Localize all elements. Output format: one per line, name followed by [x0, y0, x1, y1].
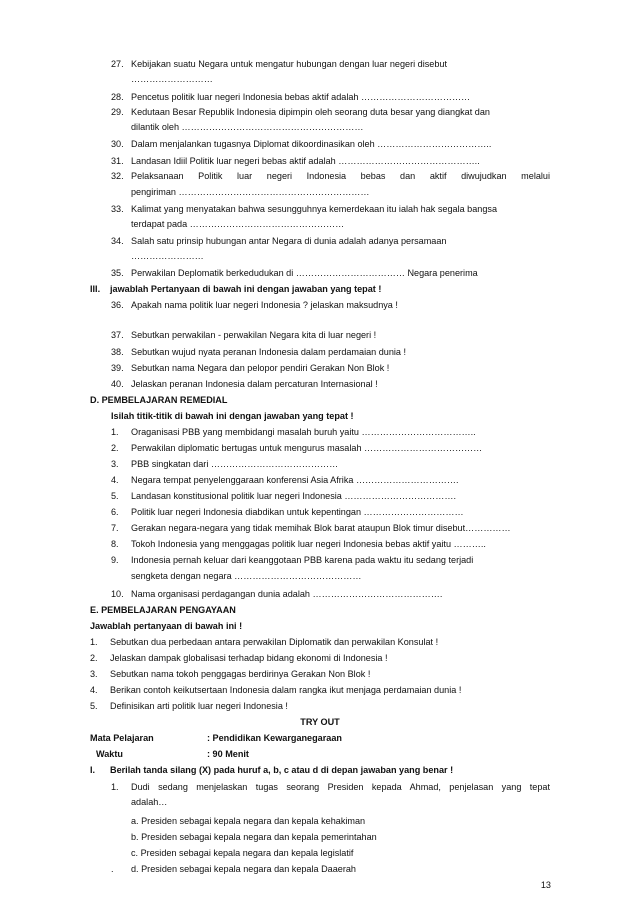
- remedial-item-9: 9. Indonesia pernah keluar dari keanggotaan PBB karena pada waktu itu sedang terjadi: [111, 555, 474, 565]
- section-e-heading: E. PEMBELAJARAN PENGAYAAN: [90, 605, 236, 615]
- answer-blank-27: ………………………: [131, 74, 213, 84]
- tryout-title: TRY OUT: [300, 717, 340, 727]
- question-27: 27. Kebijakan suatu Negara untuk mengatur hubungan dengan luar negeri disebut: [111, 59, 447, 69]
- question-35: 35. Perwakilan Deplomatik berkedudukan di ……………………………… Negara penerima: [111, 268, 478, 278]
- enrichment-item-4: 4. Berikan contoh keikutsertaan Indonesia dalam rangka ikut menjaga perdamaian dunia !: [90, 685, 462, 695]
- question-37: 37. Sebutkan perwakilan - perwakilan Negara kita di luar negeri !: [111, 330, 377, 340]
- remedial-item-6: 6. Politik luar negeri Indonesia diabdikan untuk kepentingan ……………………………: [111, 507, 464, 517]
- remedial-item-8: 8. Tokoh Indonesia yang menggagas politik luar negeri Indonesia bebas aktif yaitu ………..: [111, 539, 486, 549]
- answer-blank-34: ……………………: [131, 251, 204, 261]
- question-39: 39. Sebutkan nama Negara dan pelopor pendiri Gerakan Non Blok !: [111, 363, 390, 373]
- section-e-instruction: Jawablah pertanyaan di bawah ini !: [90, 621, 243, 631]
- remedial-item-10: 10. Nama organisasi perdagangan dunia adalah …………………………………….: [111, 589, 443, 599]
- option-b: b. Presiden sebagai kepala negara dan kepala pemerintahan: [131, 832, 377, 842]
- remedial-item-3: 3. PBB singkatan dari ……………………………………: [111, 459, 339, 469]
- time-row: Waktu : 90 Menit: [96, 749, 249, 759]
- question-33: 33. Kalimat yang menyatakan bahwa sesungguhnya kemerdekaan itu ialah hak segala bangsa: [111, 204, 498, 214]
- remedial-item-4: 4. Negara tempat penyelenggaraan konferensi Asia Afrika …………………………….: [111, 475, 459, 485]
- remedial-item-5: 5. Landasan konstitusional politik luar negeri Indonesia ……………………………….: [111, 491, 456, 501]
- question-29-continuation: dilantik oleh ……………………………………………………: [131, 122, 364, 132]
- question-33-continuation: terdapat pada ……………………………………………: [131, 219, 345, 229]
- question-38: 38. Sebutkan wujud nyata peranan Indonesia dalam perdamaian dunia !: [111, 347, 407, 357]
- subject-row: Mata Pelajaran : Pendidikan Kewarganegaraan: [90, 733, 342, 743]
- tryout-instruction: I. Berilah tanda silang (X) pada huruf a, b, c atau d di depan jawaban yang benar !: [90, 765, 454, 775]
- question-32: 32. Pelaksanaan Politik luar negeri Indonesia bebas dan aktif diwujudkan melalui: [111, 171, 550, 181]
- question-32-continuation: pengiriman ………………………………………………………: [131, 187, 370, 197]
- remedial-item-7: 7. Gerakan negara-negara yang tidak memihak Blok barat ataupun Blok timur disebut……………: [111, 523, 511, 533]
- enrichment-item-2: 2. Jelaskan dampak globalisasi terhadap bidang ekonomi di Indonesia !: [90, 653, 388, 663]
- question-30: 30. Dalam menjalankan tugasnya Diplomat dikoordinasikan oleh ………………………………..: [111, 139, 492, 149]
- enrichment-item-1: 1. Sebutkan dua perbedaan antara perwakilan Diplomatik dan perwakilan Konsulat !: [90, 637, 439, 647]
- page-number: 13: [540, 880, 551, 890]
- enrichment-item-3: 3. Sebutkan nama tokoh penggagas berdirinya Gerakan Non Blok !: [90, 669, 371, 679]
- question-36: 36. Apakah nama politik luar negeri Indonesia ? jelaskan maksudnya !: [111, 300, 398, 310]
- tryout-question-1: 1. Dudi sedang menjelaskan tugas seorang Presiden kepada Ahmad, penjelasan yang tepat: [111, 782, 550, 792]
- question-28: 28. Pencetus politik luar negeri Indonesia bebas aktif adalah ………………………………: [111, 92, 471, 102]
- enrichment-item-5: 5. Definisikan arti politik luar negeri Indonesia !: [90, 701, 288, 711]
- question-31: 31. Landasan Idiil Politik luar negeri bebas aktif adalah ………………………………………..: [111, 156, 480, 166]
- section-iii-heading: III. jawablah Pertanyaan di bawah ini dengan jawaban yang tepat !: [90, 284, 382, 294]
- remedial-item-9-continuation: sengketa dengan negara ……………………………………: [131, 571, 362, 581]
- option-d: . d. Presiden sebagai kepala negara dan kepala Daaerah: [111, 864, 356, 874]
- tryout-question-1-continuation: adalah…: [131, 797, 168, 807]
- remedial-item-2: 2. Perwakilan diplomatic bertugas untuk mengurus masalah …………………………………: [111, 443, 483, 453]
- section-d-instruction: Isilah titik-titik di bawah ini dengan jawaban yang tepat !: [111, 411, 354, 421]
- option-a: a. Presiden sebagai kepala negara dan kepala kehakiman: [131, 816, 366, 826]
- question-34: 34. Salah satu prinsip hubungan antar Negara di dunia adalah adanya persamaan: [111, 236, 447, 246]
- remedial-item-1: 1. Oraganisasi PBB yang membidangi masalah buruh yaitu ………………………………..: [111, 427, 476, 437]
- question-29: 29. Kedutaan Besar Republik Indonesia dipimpin oleh seorang duta besar yang diangkat dan: [111, 107, 490, 117]
- section-d-heading: D. PEMBELAJARAN REMEDIAL: [90, 395, 228, 405]
- question-40: 40. Jelaskan peranan Indonesia dalam percaturan Internasional !: [111, 379, 378, 389]
- option-c: c. Presiden sebagai kepala negara dan kepala legislatif: [131, 848, 354, 858]
